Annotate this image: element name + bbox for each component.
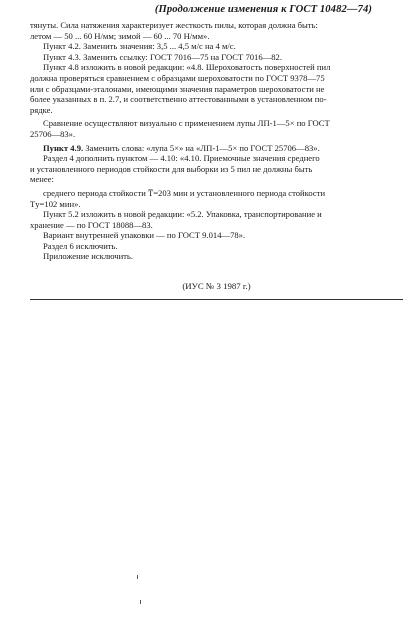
paragraph-appendix: Приложение исключить. bbox=[43, 251, 133, 262]
paragraph-point-4-3: Пункт 4.3. Заменить ссылку: ГОСТ 7016—75 на ГОСТ 7016—82. bbox=[43, 51, 282, 62]
divider bbox=[30, 299, 403, 300]
paragraph-section-6: Раздел 6 исключить. bbox=[43, 240, 118, 251]
scan-artifact bbox=[137, 575, 138, 579]
paragraph-line: тянуты. Сила натяжения характеризует жесткость пилы, которая должна быть: bbox=[30, 20, 318, 30]
paragraph-line: более указанных в п. 2.7, и соответственно аттестованными в установленном по- bbox=[30, 94, 327, 105]
paragraph-packaging: Вариант внутренней упаковки — по ГОСТ 9.014—78». bbox=[43, 230, 246, 241]
source-note: (ИУС № 3 1987 г.) bbox=[182, 281, 251, 291]
document-body bbox=[30, 20, 403, 262]
paragraph-point-4-9 bbox=[30, 143, 403, 154]
running-header: (Продолжение изменения к ГОСТ 10482—74) bbox=[154, 4, 372, 15]
paragraph-durability: среднего периода стойкости T̅=203 мин и установленного периода стойкости bbox=[43, 187, 326, 198]
point-text: Заменить слова: «лупа 5×» на «ЛП-1—5× по ГОСТ 25706—83». bbox=[85, 142, 320, 153]
scan-artifact bbox=[140, 600, 141, 604]
paragraph-line: летом — 50 ... 60 Н/мм; зимой — 60 ... 70 Н/мм». bbox=[30, 30, 210, 41]
paragraph-line: Tу=102 мин». bbox=[30, 198, 81, 209]
paragraph-section-4: Раздел 4 дополнить пунктом — 4.10: «4.10. Приемочные значения среднего bbox=[43, 153, 320, 164]
paragraph-line: 25706—83». bbox=[30, 128, 76, 139]
paragraph-point-4-2: Пункт 4.2. Заменить значения: 3,5 ... 4,5 м/с на 4 м/с. bbox=[43, 41, 236, 52]
paragraph-point-4-8: Пункт 4.8 изложить в новой редакции: «4.8. Шероховатость поверхностей пил bbox=[43, 62, 331, 73]
paragraph-line: и установленного периодов стойкости для выборки из 5 пил не должны быть bbox=[30, 163, 313, 174]
paragraph-line: должна проверяться сравнением с образцами шероховатости по ГОСТ 9378—75 bbox=[30, 72, 325, 83]
paragraph-line: хранение — по ГОСТ 18088—83. bbox=[30, 219, 153, 230]
paragraph-line: менее: bbox=[30, 174, 54, 185]
paragraph-line: рядке. bbox=[30, 104, 53, 115]
paragraph-point-5-2: Пункт 5.2 изложить в новой редакции: «5.2. Упаковка, транспортирование и bbox=[43, 209, 322, 220]
paragraph-comparison: Сравнение осуществляют визуально с применением лупы ЛП-1—5× по ГОСТ bbox=[43, 118, 330, 129]
point-label: Пункт 4.9. bbox=[43, 142, 84, 153]
paragraph-line: или с образцами-эталонами, имеющими значения параметров шероховатости не bbox=[30, 83, 325, 94]
